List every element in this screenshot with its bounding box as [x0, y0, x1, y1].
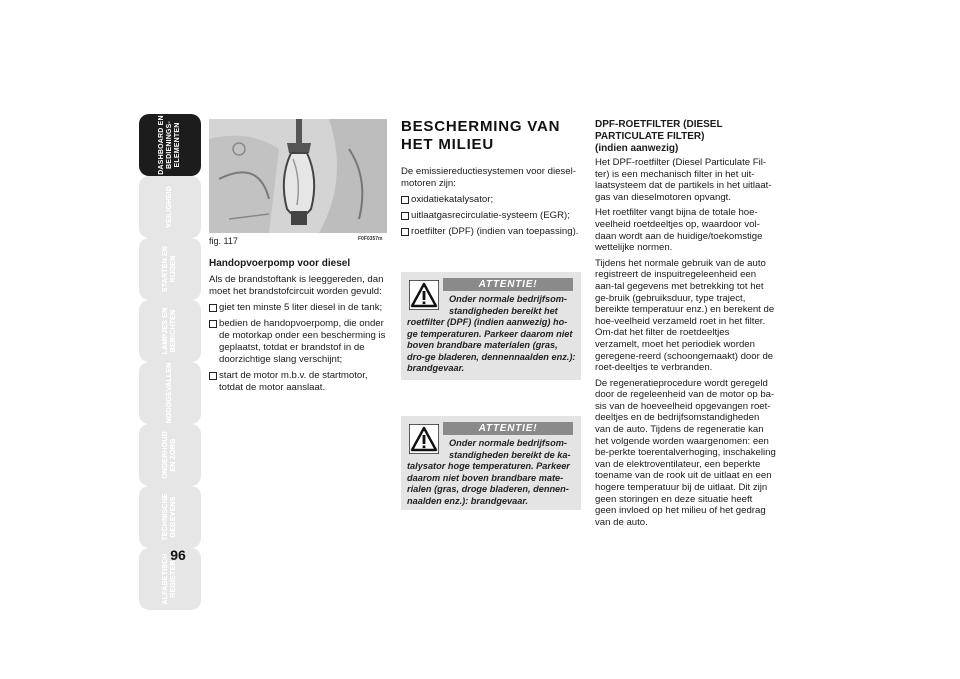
section-heading: Handopvoerpomp voor diesel — [209, 258, 351, 269]
warning-box-dpf — [401, 272, 581, 380]
heading-line: DPF-ROETFILTER (DIESEL — [595, 119, 723, 130]
page-title — [401, 118, 581, 154]
fuel-pump-illustration — [209, 119, 387, 233]
section-fuel-pump — [209, 258, 389, 398]
warning-lead: Onder normale bedrijfsom- — [449, 294, 567, 304]
warning-body: talysator hoge temperaturen. Parkeer daarom niet boven brandbare mate-rialen (gras, droge bladeren, dennen-naalden enz.): brandgevaar. — [407, 461, 570, 506]
bullet-item: bedien de handopvoerpomp, die onder de motorkap onder een bescherming is geplaatst, totdat er brandstof in de doorzichtige slang verschijnt; — [209, 318, 389, 366]
tab-label: VEILIGHEID — [166, 186, 173, 228]
tab-label: ALFABETISCH REGISTER — [162, 553, 177, 605]
bullet-item: uitlaatgasrecirculatie-systeem (EGR); — [401, 210, 581, 222]
heading-line: PARTICULATE FILTER) — [595, 131, 705, 142]
tab-label: LAMPJES EN BERICHTEN — [162, 307, 177, 355]
tab-onderhoud-zorg[interactable] — [139, 424, 201, 486]
section-dpf — [595, 119, 776, 532]
warning-lead: Onder normale bedrijfsom- — [449, 438, 567, 448]
bullet-item: start de motor m.b.v. de startmotor, totdat de motor aanslaat. — [209, 370, 389, 394]
figure-code: F0F0357m — [358, 236, 383, 242]
section-heading — [595, 119, 776, 155]
warning-text — [407, 294, 577, 375]
tab-starten-rijden[interactable] — [139, 238, 201, 300]
title-line: HET MILIEU — [401, 136, 494, 153]
warning-body: roetfilter (DPF) (indien aanwezig) ho-ge temperaturen. Parkeer daarom niet boven brandbare materialen (gras, dro-ge bladeren, dennennaalden enz.): brandgevaar. — [407, 317, 576, 373]
tab-label: STARTEN EN RIJDEN — [162, 245, 177, 293]
figure-fuel-pump-photo — [209, 119, 387, 233]
section-intro: Als de brandstoftank is leeggereden, dan moet het brandstofcircuit worden gevuld: — [209, 274, 384, 297]
heading-line: (indien aanwezig) — [595, 143, 679, 154]
paragraph: Het roetfilter vangt bijna de totale hoe-veelheid roetdeeltjes op, waardoor vol-daan wordt aan de huidige/toekomstige wettelijke normen. — [595, 207, 763, 254]
tab-noodgevallen[interactable] — [139, 362, 201, 424]
paragraph: De regeneratieprocedure wordt geregeld door de regeleenheid van de motor op ba-sis van de hoeveelheid opgevangen roet-deeltjes en de bedrijfsomstandigheden van de auto. Tijdens de regeneratie kan het volgende worden waargenomen: een be-perkte toerentalverhoging, inschakeling van de elektroventilateur, een beperkte toename van de rook uit de uitlaat en een hogere temperatuur bij de uitlaat. Dit zijn geen storingen en deze situatie heeft geen invloed op het milieu of het gedrag van de auto. — [595, 377, 776, 528]
warning-heading: ATTENTIE! — [443, 278, 573, 291]
bullet-item: oxidatiekatalysator; — [401, 194, 581, 206]
section-intro: De emissiereductiesystemen voor diesel-motoren zijn: — [401, 166, 576, 189]
tab-label: NOODGEVALLEN — [166, 362, 173, 424]
paragraph: Tijdens het normale gebruik van de auto registreert de inspuitregeleenheid een aan-tal gegevens met betrekking tot het ge-bruik (gebruiksduur, type traject, bereikte temperatuur enz.) en berekent de hoe-veelheid verzameld roet in het filter. Om-dat het filter de roetdeeltjes verzamelt, moet het periodiek worden geregene-reerd (schoongemaakt) door de roet-deeltjes te verbranden. — [595, 257, 775, 374]
warning-lead: standigheden bereikt het — [449, 305, 558, 316]
paragraph: Het DPF-roetfilter (Diesel Particulate Fil-ter) is een mechanisch filter in het uit-laatsysteem dat de partikels in het uitlaat-gas van dieselmotoren opvangt. — [595, 157, 772, 203]
bullet-item: giet ten minste 5 liter diesel in de tank; — [209, 302, 389, 314]
warning-heading: ATTENTIE! — [443, 422, 573, 435]
tab-veiligheid[interactable] — [139, 176, 201, 238]
warning-text — [407, 438, 577, 507]
tab-label: ONDERHOUD EN ZORG — [162, 431, 177, 479]
bullet-item: roetfilter (DPF) (indien van toepassing). — [401, 226, 581, 238]
tab-technische-gegevens[interactable] — [139, 486, 201, 548]
warning-lead: standigheden bereikt de ka- — [449, 449, 571, 460]
tab-lampjes-berichten[interactable] — [139, 300, 201, 362]
section-environment — [401, 118, 581, 242]
tab-dashboard[interactable] — [139, 114, 201, 176]
figure-caption: fig. 117 — [209, 236, 238, 246]
tab-label: DASHBOARD EN BEDIENINGS- ELEMENTEN — [158, 115, 181, 175]
page-number: 96 — [170, 547, 186, 563]
tab-label: TECHNISCHE GEGEVENS — [162, 493, 177, 541]
title-line: BESCHERMING VAN — [401, 118, 561, 135]
warning-box-catalyst — [401, 416, 581, 510]
